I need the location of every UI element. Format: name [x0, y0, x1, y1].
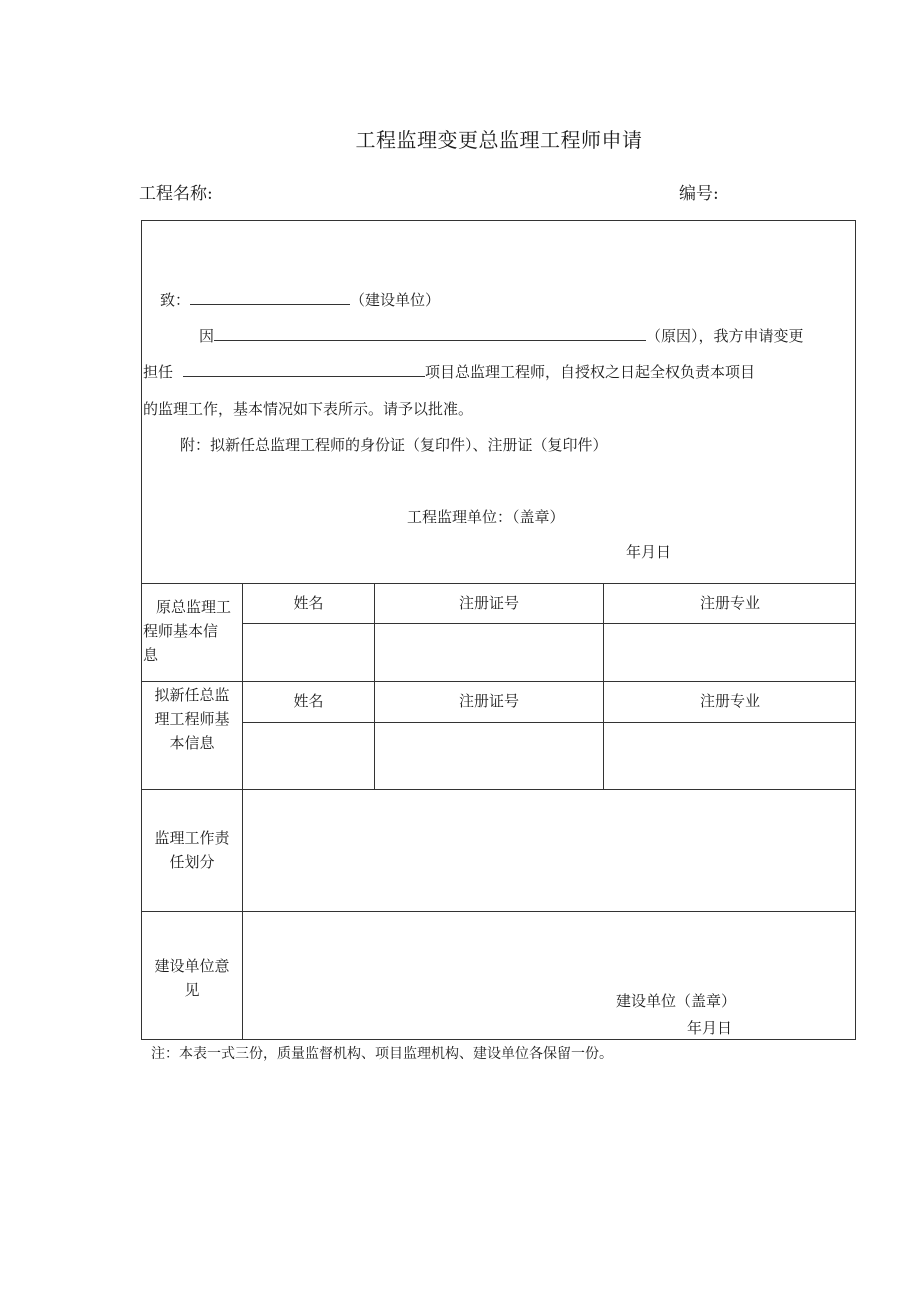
proposed-info-label: 拟新任总监 理工程师基 本信息: [154, 686, 230, 752]
footnote: 注：本表一式三份，质量监督机构、项目监理机构、建设单位各保留一份。: [151, 1046, 613, 1062]
owner-signer: 建设单位（盖章）: [616, 992, 737, 1010]
owner-unit-field[interactable]: [190, 289, 350, 305]
section-divider: [142, 681, 856, 682]
owner-date: 年月日: [687, 1019, 733, 1037]
appoint-line: [143, 361, 755, 383]
appointee-field[interactable]: [183, 361, 425, 377]
original-info-label: 原总监理工 程师基本信 息: [143, 598, 232, 664]
project-name-label: 工程名称:: [139, 184, 213, 204]
proposed-specialty-cell[interactable]: [604, 723, 856, 789]
supervisor-signer: 工程监理单位：（盖章）: [407, 508, 565, 526]
proposed-cert-header: 注册证号: [458, 692, 519, 710]
appoint-prefix: 担任: [143, 363, 174, 381]
reason-line: [199, 325, 804, 347]
application-form: [141, 220, 856, 1040]
original-specialty-cell[interactable]: [604, 624, 856, 681]
proposed-name-cell[interactable]: [243, 723, 374, 789]
number-label: 编号:: [679, 184, 719, 204]
original-cert-cell[interactable]: [375, 624, 603, 681]
supervisor-date: 年月日: [626, 543, 672, 561]
original-name-header: 姓名: [293, 594, 324, 612]
duty-division-cell[interactable]: [243, 790, 856, 911]
section-divider: [142, 583, 856, 584]
original-name-cell[interactable]: [243, 624, 374, 681]
reason-prefix: 因: [199, 327, 215, 345]
original-cert-header: 注册证号: [458, 594, 519, 612]
owner-opinion-label: 建设单位意 见: [154, 957, 230, 999]
appoint-suffix: 项目总监理工程师，自授权之日起全权负责本项目: [425, 363, 756, 381]
reason-field[interactable]: [214, 325, 646, 341]
reason-suffix: （原因），我方申请变更: [646, 327, 804, 345]
proposed-specialty-header: 注册专业: [699, 692, 760, 710]
owner-opinion-cell[interactable]: [243, 912, 856, 1040]
proposed-cert-cell[interactable]: [375, 723, 603, 789]
original-specialty-header: 注册专业: [699, 594, 760, 612]
duty-division-label: 监理工作责 任划分: [154, 829, 230, 871]
page-title: 工程监理变更总监理工程师申请: [355, 128, 643, 152]
attachment-line: 附：拟新任总监理工程师的身份证（复印件）、注册证（复印件）: [180, 436, 608, 454]
to-prefix: 致：: [160, 291, 191, 309]
to-line: [160, 289, 440, 311]
body-line3: 的监理工作，基本情况如下表所示。请予以批准。: [143, 400, 474, 418]
proposed-name-header: 姓名: [293, 692, 324, 710]
to-suffix: （建设单位）: [350, 291, 441, 309]
